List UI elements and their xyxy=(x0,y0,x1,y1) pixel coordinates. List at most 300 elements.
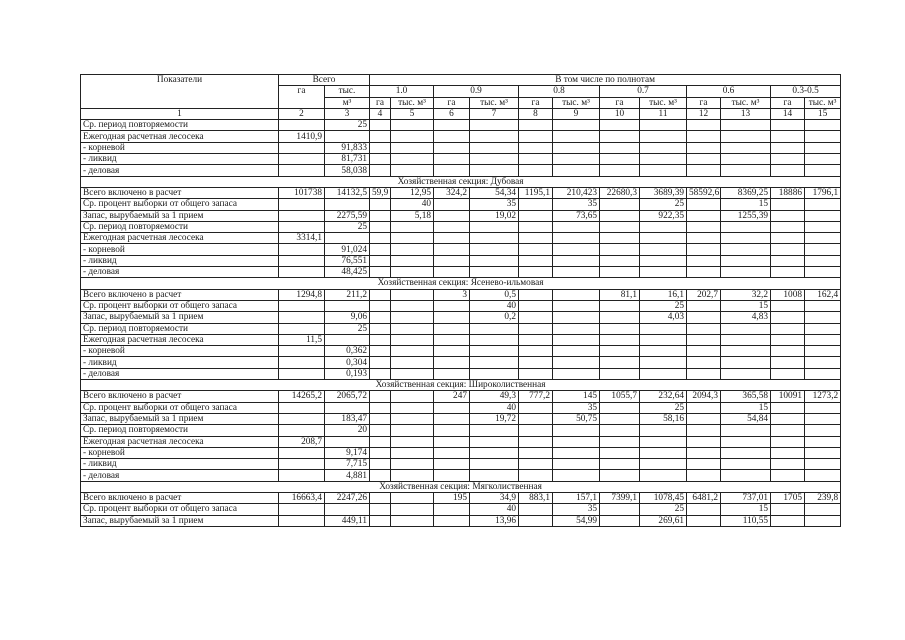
table-cell xyxy=(391,515,434,526)
table-cell xyxy=(721,323,771,334)
table-cell xyxy=(771,312,805,323)
table-cell xyxy=(771,402,805,413)
table-cell xyxy=(519,233,553,244)
table-row xyxy=(81,267,841,278)
table-cell xyxy=(470,436,519,447)
table-cell xyxy=(470,244,519,255)
table-row xyxy=(81,436,841,447)
table-cell: 58,038 xyxy=(325,165,370,176)
table-cell: 922,35 xyxy=(640,210,687,221)
table-cell xyxy=(640,165,687,176)
table-cell xyxy=(470,447,519,458)
table-cell xyxy=(434,504,470,515)
table-cell xyxy=(640,368,687,379)
table-cell xyxy=(553,368,600,379)
table-cell xyxy=(553,312,600,323)
table-row xyxy=(81,334,841,345)
table-cell xyxy=(805,357,841,368)
table-cell xyxy=(370,120,391,131)
table-cell xyxy=(325,131,370,142)
table-cell xyxy=(279,504,325,515)
table-cell: 76,551 xyxy=(325,255,370,266)
table-cell xyxy=(640,459,687,470)
table-cell xyxy=(600,154,640,165)
table-cell xyxy=(687,131,721,142)
table-cell xyxy=(434,199,470,210)
table-cell xyxy=(721,436,771,447)
table-cell xyxy=(600,459,640,470)
table-cell xyxy=(391,312,434,323)
table-cell: 324,2 xyxy=(434,187,470,198)
table-cell xyxy=(771,131,805,142)
row-label: Ежегодная расчетная лесосека xyxy=(81,436,279,447)
table-cell: 15 xyxy=(721,402,771,413)
table-cell xyxy=(434,131,470,142)
table-cell xyxy=(519,199,553,210)
table-cell: 3689,39 xyxy=(640,187,687,198)
table-cell xyxy=(391,504,434,515)
table-cell: 232,64 xyxy=(640,391,687,402)
table-cell xyxy=(434,210,470,221)
table-cell: 239,8 xyxy=(805,492,841,503)
table-cell xyxy=(805,165,841,176)
table-row xyxy=(81,312,841,323)
table-cell: 9,174 xyxy=(325,447,370,458)
table-cell xyxy=(771,210,805,221)
table-cell xyxy=(553,154,600,165)
table-cell xyxy=(805,425,841,436)
table-cell xyxy=(553,233,600,244)
table-row xyxy=(81,300,841,311)
table-cell xyxy=(721,142,771,153)
table-cell xyxy=(687,470,721,481)
table-cell xyxy=(600,357,640,368)
table-cell xyxy=(640,346,687,357)
table-cell: 25 xyxy=(640,199,687,210)
table-cell xyxy=(771,425,805,436)
table-cell xyxy=(370,210,391,221)
table-cell xyxy=(370,199,391,210)
allowable-cut-table xyxy=(80,74,841,527)
table-cell: 1055,7 xyxy=(600,391,640,402)
table-row xyxy=(81,199,841,210)
table-cell xyxy=(687,300,721,311)
unit-thous-header: тыс. м³ xyxy=(391,97,434,108)
column-number: 13 xyxy=(721,108,771,119)
table-cell xyxy=(687,244,721,255)
table-cell: 4,03 xyxy=(640,312,687,323)
table-cell: 32,2 xyxy=(721,289,771,300)
table-cell xyxy=(805,300,841,311)
table-cell xyxy=(391,131,434,142)
table-cell: 0,362 xyxy=(325,346,370,357)
table-cell xyxy=(279,300,325,311)
table-cell: 1273,2 xyxy=(805,391,841,402)
table-cell xyxy=(687,210,721,221)
table-cell: 12,95 xyxy=(391,187,434,198)
table-cell xyxy=(391,368,434,379)
table-cell xyxy=(771,120,805,131)
table-cell xyxy=(470,267,519,278)
table-cell: 1410,9 xyxy=(279,131,325,142)
row-label: Ср. период повторяемости xyxy=(81,221,279,232)
table-cell xyxy=(434,402,470,413)
table-cell xyxy=(553,459,600,470)
table-cell xyxy=(470,255,519,266)
table-cell xyxy=(391,289,434,300)
table-cell xyxy=(553,267,600,278)
table-cell xyxy=(721,165,771,176)
density-0-6-header: 0.6 xyxy=(687,86,771,97)
table-cell xyxy=(805,459,841,470)
table-cell xyxy=(391,447,434,458)
table-cell xyxy=(434,459,470,470)
table-cell: 40 xyxy=(470,504,519,515)
table-cell xyxy=(687,199,721,210)
table-cell xyxy=(600,436,640,447)
table-cell xyxy=(325,300,370,311)
table-cell: 195 xyxy=(434,492,470,503)
table-cell: 16,1 xyxy=(640,289,687,300)
table-cell xyxy=(434,346,470,357)
table-cell: 211,2 xyxy=(325,289,370,300)
row-label: - ликвид xyxy=(81,459,279,470)
section-header-row xyxy=(81,278,841,289)
table-cell xyxy=(721,221,771,232)
table-cell: 2275,59 xyxy=(325,210,370,221)
table-cell xyxy=(687,515,721,526)
table-cell xyxy=(771,368,805,379)
table-cell xyxy=(370,515,391,526)
table-cell: 15 xyxy=(721,199,771,210)
table-cell xyxy=(600,447,640,458)
table-cell xyxy=(279,255,325,266)
table-cell xyxy=(600,323,640,334)
table-cell xyxy=(391,357,434,368)
table-cell xyxy=(370,267,391,278)
forest-calc-document xyxy=(80,74,841,527)
table-cell xyxy=(805,131,841,142)
table-cell xyxy=(687,413,721,424)
row-label: - корневой xyxy=(81,346,279,357)
table-cell xyxy=(721,425,771,436)
section-header-row xyxy=(81,380,841,391)
density-1-0-header: 1.0 xyxy=(370,86,434,97)
table-cell: 40 xyxy=(391,199,434,210)
table-cell xyxy=(370,131,391,142)
table-cell xyxy=(805,142,841,153)
table-cell xyxy=(370,504,391,515)
table-cell: 1294,8 xyxy=(279,289,325,300)
table-cell xyxy=(687,334,721,345)
table-cell: 7399,1 xyxy=(600,492,640,503)
row-label: - корневой xyxy=(81,142,279,153)
table-cell xyxy=(687,312,721,323)
table-cell xyxy=(805,244,841,255)
table-row xyxy=(81,289,841,300)
table-cell xyxy=(470,154,519,165)
table-cell: 18886 xyxy=(771,187,805,198)
row-label: Ср. процент выборки от общего запаса xyxy=(81,504,279,515)
table-cell xyxy=(391,165,434,176)
table-cell xyxy=(805,323,841,334)
table-cell xyxy=(771,255,805,266)
table-cell xyxy=(434,255,470,266)
table-cell xyxy=(805,210,841,221)
table-cell: 145 xyxy=(553,391,600,402)
table-cell xyxy=(805,334,841,345)
table-cell xyxy=(640,154,687,165)
table-cell xyxy=(721,154,771,165)
table-cell xyxy=(519,447,553,458)
table-cell xyxy=(434,447,470,458)
total-thous-header: тыс. xyxy=(325,86,370,97)
table-cell xyxy=(434,425,470,436)
table-cell xyxy=(687,233,721,244)
table-cell xyxy=(434,154,470,165)
table-cell xyxy=(600,368,640,379)
table-cell xyxy=(721,255,771,266)
table-cell xyxy=(279,210,325,221)
table-cell xyxy=(470,459,519,470)
table-cell xyxy=(600,312,640,323)
table-cell xyxy=(370,244,391,255)
table-cell: 8369,25 xyxy=(721,187,771,198)
table-cell xyxy=(600,346,640,357)
unit-thous-header: тыс. м³ xyxy=(721,97,771,108)
table-cell: 1796,1 xyxy=(805,187,841,198)
table-cell xyxy=(279,120,325,131)
table-cell xyxy=(721,267,771,278)
table-cell xyxy=(600,244,640,255)
table-cell xyxy=(771,267,805,278)
table-cell: 14132,5 xyxy=(325,187,370,198)
table-row xyxy=(81,425,841,436)
table-cell xyxy=(771,413,805,424)
table-cell: 208,7 xyxy=(279,436,325,447)
table-cell xyxy=(370,323,391,334)
unit-thous-header: тыс. м³ xyxy=(553,97,600,108)
density-0-7-header: 0.7 xyxy=(600,86,687,97)
table-cell xyxy=(721,368,771,379)
table-cell xyxy=(553,244,600,255)
table-cell xyxy=(519,402,553,413)
table-row xyxy=(81,187,841,198)
table-cell xyxy=(325,233,370,244)
table-cell xyxy=(600,221,640,232)
table-row xyxy=(81,391,841,402)
table-cell: 157,1 xyxy=(553,492,600,503)
unit-ha-header: га xyxy=(771,97,805,108)
table-row xyxy=(81,346,841,357)
table-cell xyxy=(771,323,805,334)
table-cell xyxy=(325,504,370,515)
table-cell xyxy=(721,334,771,345)
table-cell xyxy=(640,334,687,345)
table-cell xyxy=(687,267,721,278)
table-cell xyxy=(470,131,519,142)
section-title: Хозяйственная секция: Широколиственная xyxy=(81,380,841,391)
table-cell: 1705 xyxy=(771,492,805,503)
table-cell: 269,61 xyxy=(640,515,687,526)
table-cell xyxy=(519,221,553,232)
table-cell: 449,11 xyxy=(325,515,370,526)
table-cell xyxy=(391,233,434,244)
table-cell xyxy=(687,255,721,266)
table-cell xyxy=(279,165,325,176)
table-cell xyxy=(434,334,470,345)
table-cell xyxy=(553,221,600,232)
table-cell xyxy=(391,120,434,131)
table-row xyxy=(81,244,841,255)
table-cell xyxy=(370,255,391,266)
table-cell xyxy=(279,142,325,153)
table-cell xyxy=(519,300,553,311)
table-cell xyxy=(279,425,325,436)
table-cell xyxy=(391,323,434,334)
table-cell: 25 xyxy=(325,323,370,334)
column-number: 9 xyxy=(553,108,600,119)
table-cell xyxy=(600,199,640,210)
section-header-row xyxy=(81,481,841,492)
table-cell xyxy=(470,357,519,368)
table-cell: 0,193 xyxy=(325,368,370,379)
table-cell xyxy=(470,323,519,334)
table-cell: 59,9 xyxy=(370,187,391,198)
table-cell xyxy=(805,120,841,131)
table-cell xyxy=(721,447,771,458)
unit-ha-header: га xyxy=(519,97,553,108)
header-row-top xyxy=(81,75,841,86)
table-cell xyxy=(640,244,687,255)
table-cell xyxy=(553,165,600,176)
table-cell xyxy=(370,402,391,413)
table-cell xyxy=(370,233,391,244)
table-cell xyxy=(771,357,805,368)
table-cell xyxy=(519,142,553,153)
total-unit-header: м³ xyxy=(325,97,370,108)
table-cell: 0,5 xyxy=(470,289,519,300)
table-cell xyxy=(391,459,434,470)
table-cell xyxy=(519,413,553,424)
table-cell xyxy=(470,470,519,481)
table-cell xyxy=(805,413,841,424)
table-row xyxy=(81,357,841,368)
table-cell xyxy=(279,312,325,323)
row-label: Запас, вырубаемый за 1 прием xyxy=(81,210,279,221)
row-label: - ликвид xyxy=(81,357,279,368)
table-cell: 58,16 xyxy=(640,413,687,424)
table-cell xyxy=(434,368,470,379)
table-cell xyxy=(640,323,687,334)
table-cell: 91,833 xyxy=(325,142,370,153)
table-cell xyxy=(370,221,391,232)
table-cell: 81,1 xyxy=(600,289,640,300)
table-cell xyxy=(434,221,470,232)
table-cell xyxy=(687,142,721,153)
table-row xyxy=(81,470,841,481)
table-cell xyxy=(687,323,721,334)
table-cell xyxy=(519,323,553,334)
table-row xyxy=(81,142,841,153)
table-row xyxy=(81,515,841,526)
table-cell: 58592,6 xyxy=(687,187,721,198)
table-cell: 210,423 xyxy=(553,187,600,198)
table-cell xyxy=(771,233,805,244)
table-cell xyxy=(391,255,434,266)
table-cell xyxy=(600,515,640,526)
table-cell xyxy=(640,131,687,142)
table-cell xyxy=(519,515,553,526)
table-cell xyxy=(370,334,391,345)
table-cell xyxy=(519,312,553,323)
table-cell xyxy=(279,459,325,470)
table-cell xyxy=(470,120,519,131)
table-cell xyxy=(325,199,370,210)
table-cell xyxy=(600,300,640,311)
table-cell xyxy=(640,255,687,266)
table-cell xyxy=(600,504,640,515)
table-cell: 7,715 xyxy=(325,459,370,470)
table-cell xyxy=(771,470,805,481)
table-cell xyxy=(370,470,391,481)
table-cell xyxy=(434,142,470,153)
table-cell xyxy=(805,447,841,458)
table-cell: 202,7 xyxy=(687,289,721,300)
table-cell xyxy=(687,368,721,379)
table-cell xyxy=(279,368,325,379)
table-cell xyxy=(519,504,553,515)
table-cell: 162,4 xyxy=(805,289,841,300)
table-cell xyxy=(771,300,805,311)
unit-ha-header: га xyxy=(370,97,391,108)
table-cell xyxy=(470,368,519,379)
table-cell xyxy=(600,233,640,244)
table-cell xyxy=(519,334,553,345)
table-cell xyxy=(391,492,434,503)
section-title: Хозяйственная секция: Дубовая xyxy=(81,176,841,187)
table-cell: 247 xyxy=(434,391,470,402)
table-cell xyxy=(553,255,600,266)
table-cell xyxy=(687,346,721,357)
column-number: 7 xyxy=(470,108,519,119)
table-cell: 4,83 xyxy=(721,312,771,323)
table-cell xyxy=(600,131,640,142)
table-cell xyxy=(391,470,434,481)
table-cell xyxy=(805,504,841,515)
table-cell xyxy=(553,470,600,481)
table-row xyxy=(81,504,841,515)
table-cell xyxy=(553,447,600,458)
table-cell xyxy=(687,447,721,458)
table-cell xyxy=(771,221,805,232)
table-cell xyxy=(325,334,370,345)
row-label: Ср. период повторяемости xyxy=(81,120,279,131)
table-cell xyxy=(519,470,553,481)
table-cell xyxy=(721,357,771,368)
table-cell xyxy=(434,244,470,255)
table-cell xyxy=(279,515,325,526)
table-cell: 25 xyxy=(325,221,370,232)
table-cell xyxy=(721,470,771,481)
row-label: - деловая xyxy=(81,470,279,481)
table-row xyxy=(81,492,841,503)
table-cell xyxy=(470,346,519,357)
row-label: Ср. процент выборки от общего запаса xyxy=(81,300,279,311)
table-cell xyxy=(553,357,600,368)
column-number: 3 xyxy=(325,108,370,119)
table-cell xyxy=(279,346,325,357)
